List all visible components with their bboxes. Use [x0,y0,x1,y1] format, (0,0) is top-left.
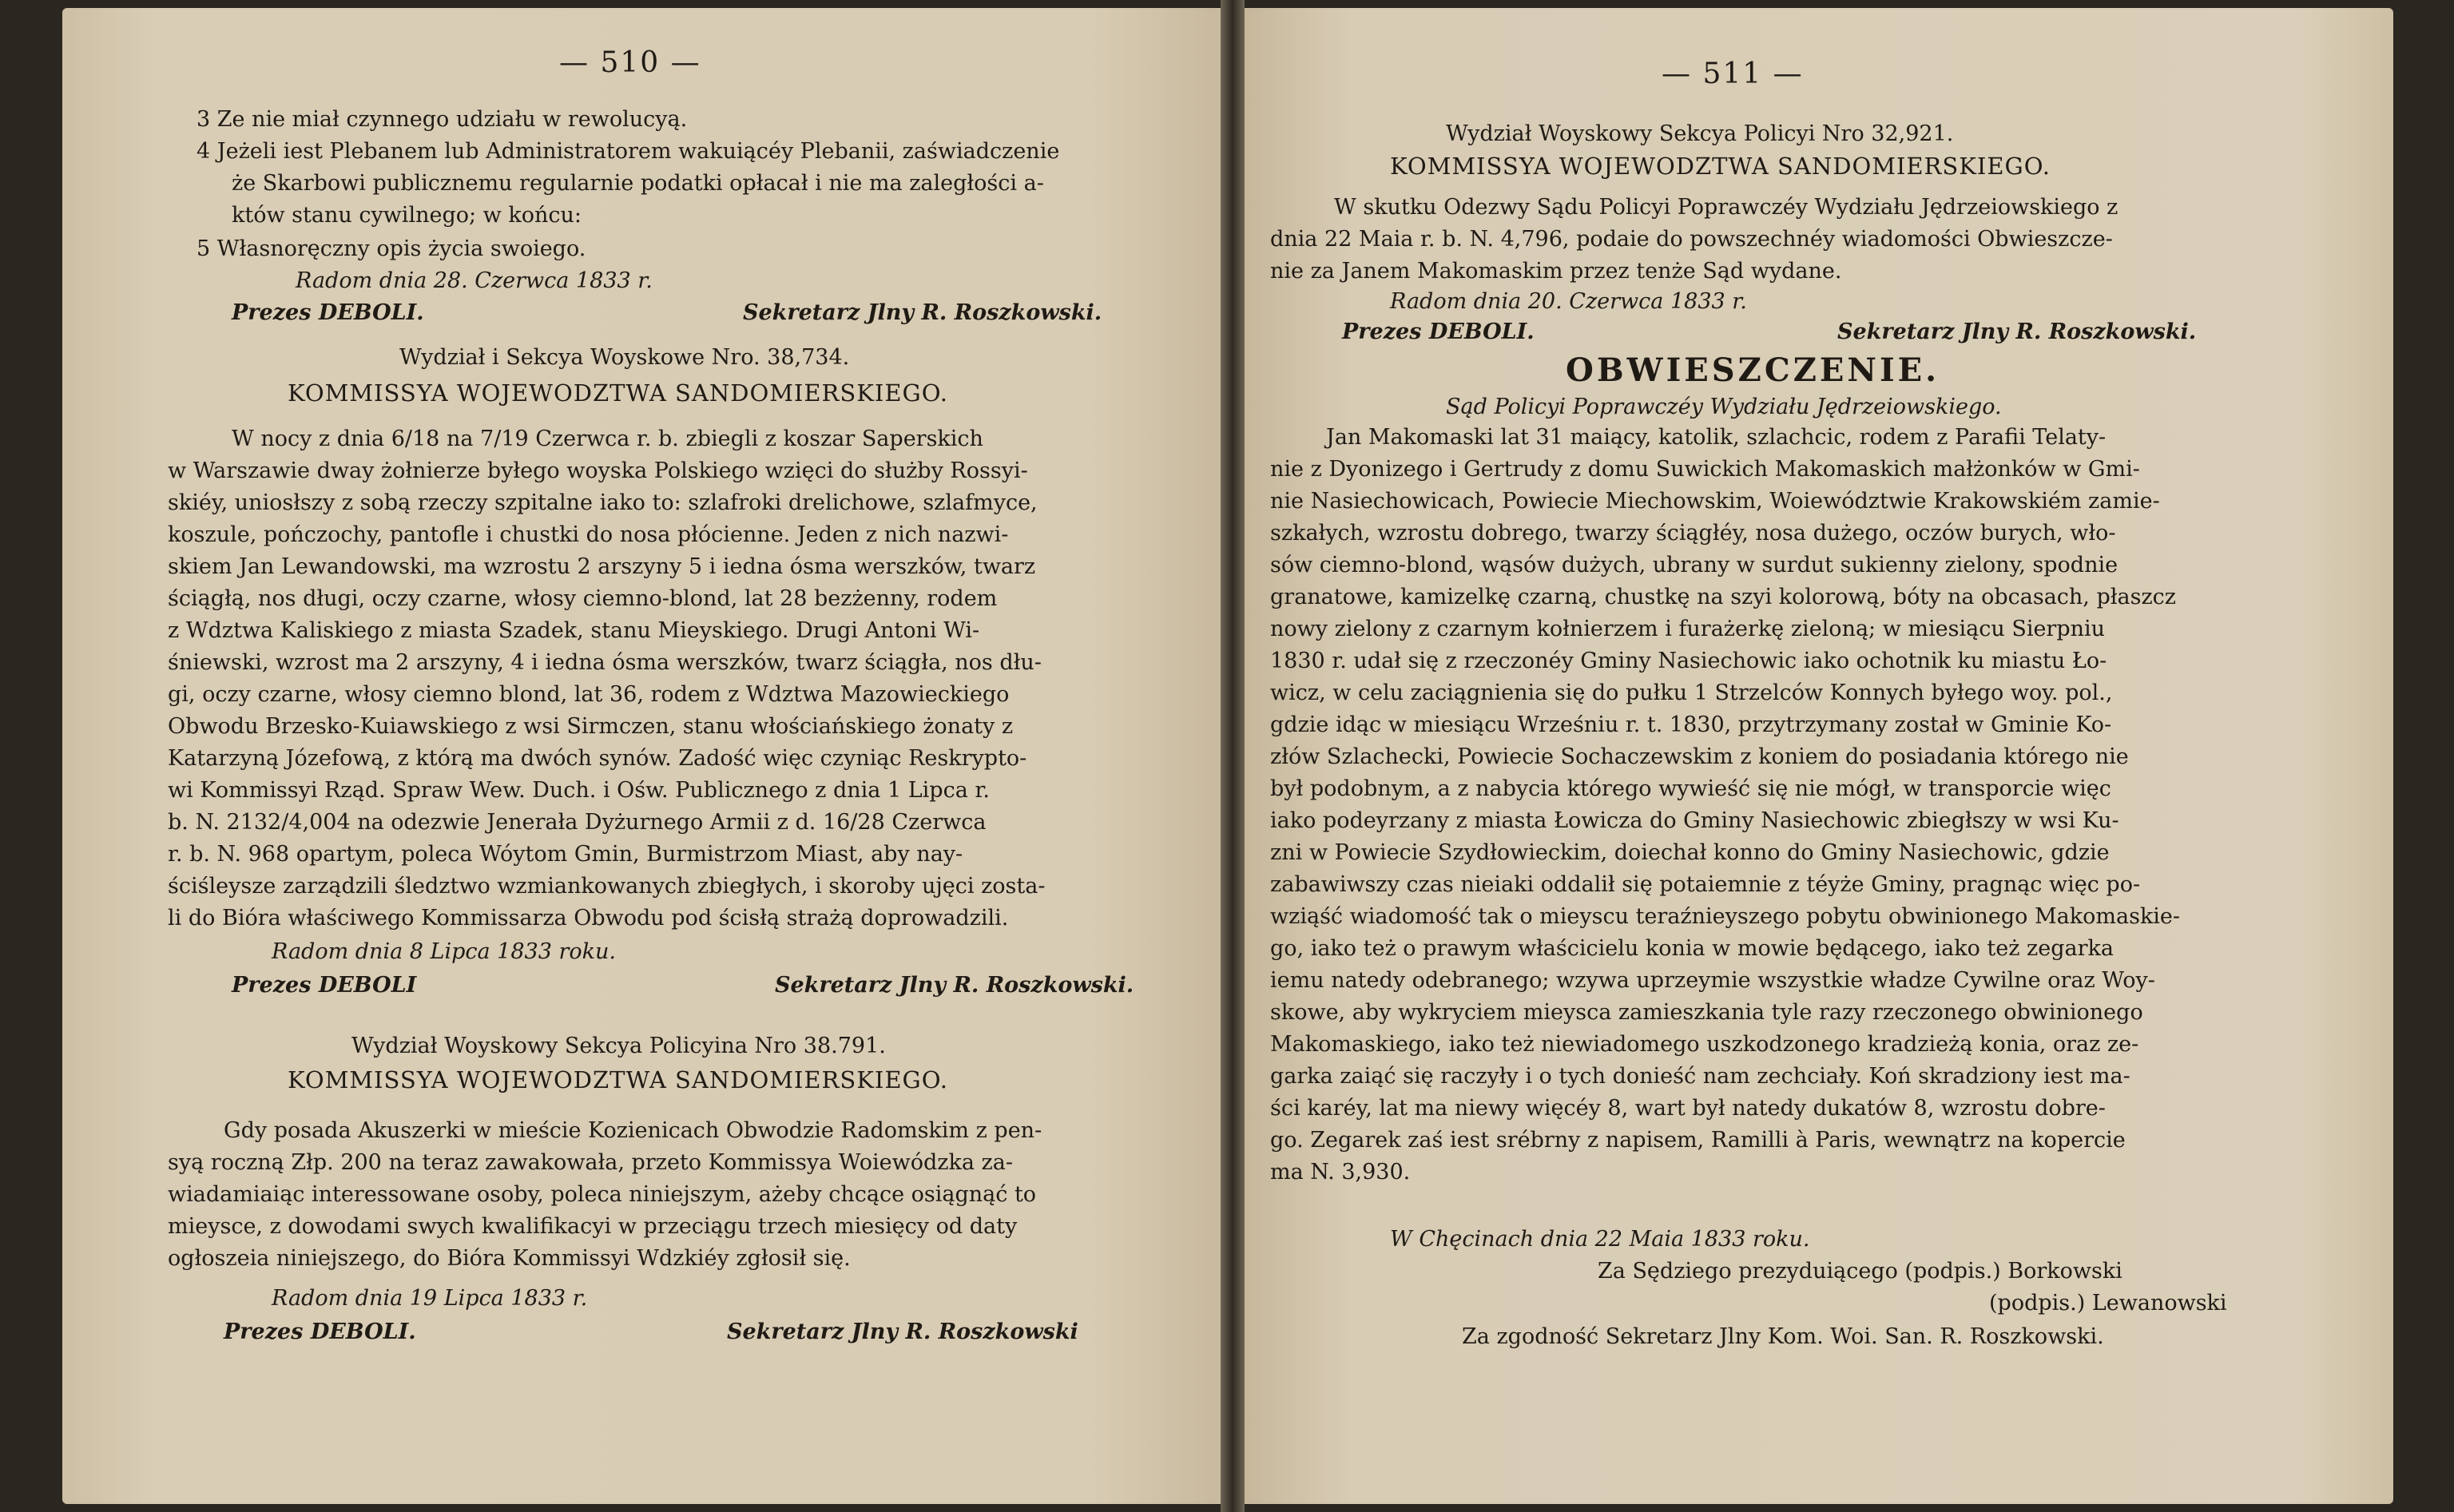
left-line: któw stanu cywilnego; w końcu: [232,203,582,228]
obwieszczenie-line: go, iako też o prawym właścicielu konia w mowie będącego, iako też zegarka [1270,936,2114,961]
left-line: że Skarbowi publicznemu regularnie podatki opłacał i nie ma zaległości a- [232,171,1044,196]
obwieszczenie-line: wicz, w celu zaciągnienia się do pułku 1 Strzelców Konnych byłego woy. pol., [1270,681,2113,705]
notice-line: mieysce, z dowodami swych kwalifikacyi w przeciągu trzech miesięcy od daty [168,1214,1018,1239]
notice-line: z Wdztwa Kaliskiego z miasta Szadek, stanu Mieyskiego. Drugi Antoni Wi- [168,618,980,643]
notice-line: ściągłą, nos długi, oczy czarne, włosy ciemno-blond, lat 28 bezżenny, rodem [168,586,998,611]
notice-line: b. N. 2132/4,004 na odezwie Jenerała Dyżurnego Armii z d. 16/28 Czerwca [168,810,987,835]
notice-line: wiadamiaiąc interessowane osoby, poleca niniejszym, ażeby chcące osiągnąć to [168,1182,1037,1207]
signature-secretary: Sekretarz Jlny R. Roszkowski [727,1320,1078,1344]
signature-president: Prezes DEBOLI. [1342,319,1535,344]
obwieszczenie-line: wziąść wiadomość tak o mieyscu teraźnieyszego pobytu obwinionego Makomaskie- [1270,904,2181,929]
notice-line: ogłoszeia niniejszego, do Bióra Kommissyi Wdzkiéy zgłosił się. [168,1246,851,1271]
notice-line: li do Bióra właściwego Kommissarza Obwodu pod ścisłą strażą doprowadzili. [168,906,1009,931]
notice-line: Gdy posada Akuszerki w mieście Kozienicach Obwodzie Radomskim z pen- [224,1118,1042,1143]
notice-line: Katarzyną Józefową, z którą ma dwóch synów. Zadość więc czyniąc Reskrypto- [168,746,1027,771]
obwieszczenie-line: zni w Powiecie Szydłowieckim, doiechał konno do Gminy Nasiechowic, gdzie [1270,840,2110,865]
left-page-number: — 510 — [559,46,701,79]
book-gutter [1221,0,1245,1512]
notice-title: KOMMISSYA WOJEWODZTWA SANDOMIERSKIEGO. [1390,153,2051,180]
notice-line: wi Kommissyi Rząd. Spraw Wew. Duch. i Ośw. Publicznego z dnia 1 Lipca r. [168,778,990,803]
notice-line: w Warszawie dway żołnierze byłego woyska Polskiego wzięci do służby Rossyi- [168,458,1028,483]
obwieszczenie-line: nie z Dyonizego i Gertrudy z domu Suwickich Makomaskich małżonków w Gmi- [1270,457,2140,482]
date-line: W Chęcinach dnia 22 Maia 1833 roku. [1390,1227,1810,1252]
obwieszczenie-line: nie Nasiechowicach, Powiecie Miechowskim, Woiewództwie Krakowskiém zamie- [1270,489,2160,514]
obwieszczenie-line: Makomaskiego, iako też niewiadomego uszkodzonego kradzieżą konia, oraz ze- [1270,1032,2139,1057]
notice-line: r. b. N. 968 opartym, poleca Wóytom Gmin, Burmistrzom Miast, aby nay- [168,842,963,867]
signature-president: Prezes DEBOLI. [232,300,424,325]
notice-line: nie za Janem Makomaskim przez tenże Sąd wydane. [1270,259,1842,284]
notice-line: ściśleysze zarządzili śledztwo wzmiankowanych zbiegłych, i skoroby ujęci zosta- [168,874,1046,899]
notice-line: skiem Jan Lewandowski, ma wzrostu 2 arszyny 5 i iedna ósma werszków, twarz [168,554,1036,579]
notice-title: KOMMISSYA WOJEWODZTWA SANDOMIERSKIEGO. [288,379,948,407]
signature-secretary: Sekretarz Jlny R. Roszkowski. [743,300,1102,325]
left-line: 3 Ze nie miał czynnego udziału w rewolucyą. [197,107,688,132]
right-page-number: — 511 — [1662,58,1804,90]
notice-line: koszule, pończochy, pantofle i chustki do nosa płócienne. Jeden z nich nazwi- [168,522,1009,547]
obwieszczenie-line: złów Szlachecki, Powiecie Sochaczewskim z koniem do posiadania którego nie [1270,744,2129,769]
obwieszczenie-line: sów ciemno-blond, wąsów dużych, ubrany w surdut sukienny zielony, spodnie [1270,553,2118,577]
signature-attestation: Za zgodność Sekretarz Jlny Kom. Woi. San. R. Roszkowski. [1462,1324,2104,1349]
signature-judge: Za Sędziego prezyduiącego (podpis.) Borkowski [1598,1259,2122,1284]
obwieszczenie-line: skowe, aby wykryciem mieysca zamieszkania tyle razy rzeczonego obwinionego [1270,1000,2143,1025]
obwieszczenie-line: ma N. 3,930. [1270,1160,1411,1185]
notice-department: Wydział Woyskowy Sekcya Policyi Nro 32,921. [1446,121,1954,146]
notice-line: śniewski, wzrost ma 2 arszyny, 4 i iedna ósma werszków, twarz ściągła, nos dłu- [168,650,1042,675]
notice-department: Wydział Woyskowy Sekcya Policyina Nro 38.791. [351,1034,886,1058]
signature-president: Prezes DEBOLI [232,973,417,998]
obwieszczenie-line: go. Zegarek zaś iest srébrny z napisem, Ramilli à Paris, wewnątrz na kopercie [1270,1128,2126,1153]
notice-title: KOMMISSYA WOJEWODZTWA SANDOMIERSKIEGO. [288,1066,948,1093]
obwieszczenie-title: OBWIESZCZENIE. [1566,351,1940,389]
date-line: Radom dnia 28. Czerwca 1833 r. [296,268,653,293]
notice-department: Wydział i Sekcya Woyskowe Nro. 38,734. [399,345,850,370]
notice-line: Obwodu Brzesko-Kuiawskiego z wsi Sirmczen, stanu włościańskiego żonaty z [168,714,1014,739]
date-line: Radom dnia 20. Czerwca 1833 r. [1390,289,1747,314]
obwieszczenie-line: iemu natedy odebranego; wzywa uprzeymie wszystkie władze Cywilne oraz Woy- [1270,968,2155,993]
obwieszczenie-line: gdzie idąc w miesiącu Wrześniu r. t. 1830, przytrzymany został w Gminie Ko- [1270,712,2112,737]
signature-secretary: Sekretarz Jlny R. Roszkowski. [1837,319,2197,344]
obwieszczenie-line: 1830 r. udał się z rzeczonéy Gminy Nasiechowic iako ochotnik ku miastu Ło- [1270,649,2107,673]
obwieszczenie-line: nowy zielony z czarnym kołnierzem i furażerkę zieloną; w miesiącu Sierpniu [1270,617,2106,641]
notice-line: syą roczną Złp. 200 na teraz zawakowała, przeto Kommissya Woiewódzka za- [168,1150,1013,1175]
signature-clerk: (podpis.) Lewanowski [1989,1291,2227,1316]
date-line: Radom dnia 19 Lipca 1833 r. [272,1286,588,1311]
notice-line: W skutku Odezwy Sądu Policyi Poprawczéy Wydziału Jędrzeiowskiego z [1334,195,2118,220]
signature-president: Prezes DEBOLI. [224,1320,416,1344]
notice-line: dnia 22 Maia r. b. N. 4,796, podaie do powszechnéy wiadomości Obwieszcze- [1270,227,2113,252]
obwieszczenie-subtitle: Sąd Policyi Poprawczéy Wydziału Jędrzeiowskiego. [1446,395,2002,419]
obwieszczenie-line: garka zaiąć się raczyły i o tych donieść nam zechciały. Koń skradziony iest ma- [1270,1064,2130,1089]
date-line: Radom dnia 8 Lipca 1833 roku. [272,939,616,964]
obwieszczenie-line: ści karéy, lat ma niewy więcéy 8, wart był natedy dukatów 8, wzrostu dobre- [1270,1096,2106,1121]
obwieszczenie-line: był podobnym, a z nabycia którego wywieść się nie mógł, w transporcie więc [1270,776,2111,801]
left-line: 4 Jeżeli iest Plebanem lub Administratorem wakuiącéy Plebanii, zaświadczenie [197,139,1060,164]
signature-secretary: Sekretarz Jlny R. Roszkowski. [775,973,1134,998]
left-line: 5 Własnoręczny opis życia swoiego. [197,236,586,261]
obwieszczenie-line: iako podeyrzany z miasta Łowicza do Gminy Nasiechowic zbiegłszy w wsi Ku- [1270,808,2119,833]
obwieszczenie-line: Jan Makomaski lat 31 maiący, katolik, szlachcic, rodem z Parafii Telaty- [1326,425,2107,450]
obwieszczenie-line: zabawiwszy czas nieiaki oddalił się potaiemnie z téyże Gminy, pragnąc więc po- [1270,872,2141,897]
notice-line: skiéy, uniosłszy z sobą rzeczy szpitalne iako to: szlafroki drelichowe, szlafmyce, [168,490,1038,515]
obwieszczenie-line: szkałych, wzrostu dobrego, twarzy ściągłéy, nosa dużego, oczów burych, wło- [1270,521,2116,546]
obwieszczenie-line: granatowe, kamizelkę czarną, chustkę na szyi kolorową, bóty na obcasach, płaszcz [1270,585,2177,609]
notice-line: gi, oczy czarne, włosy ciemno blond, lat 36, rodem z Wdztwa Mazowieckiego [168,682,1010,707]
notice-line: W nocy z dnia 6/18 na 7/19 Czerwca r. b. zbiegli z koszar Saperskich [232,427,983,451]
